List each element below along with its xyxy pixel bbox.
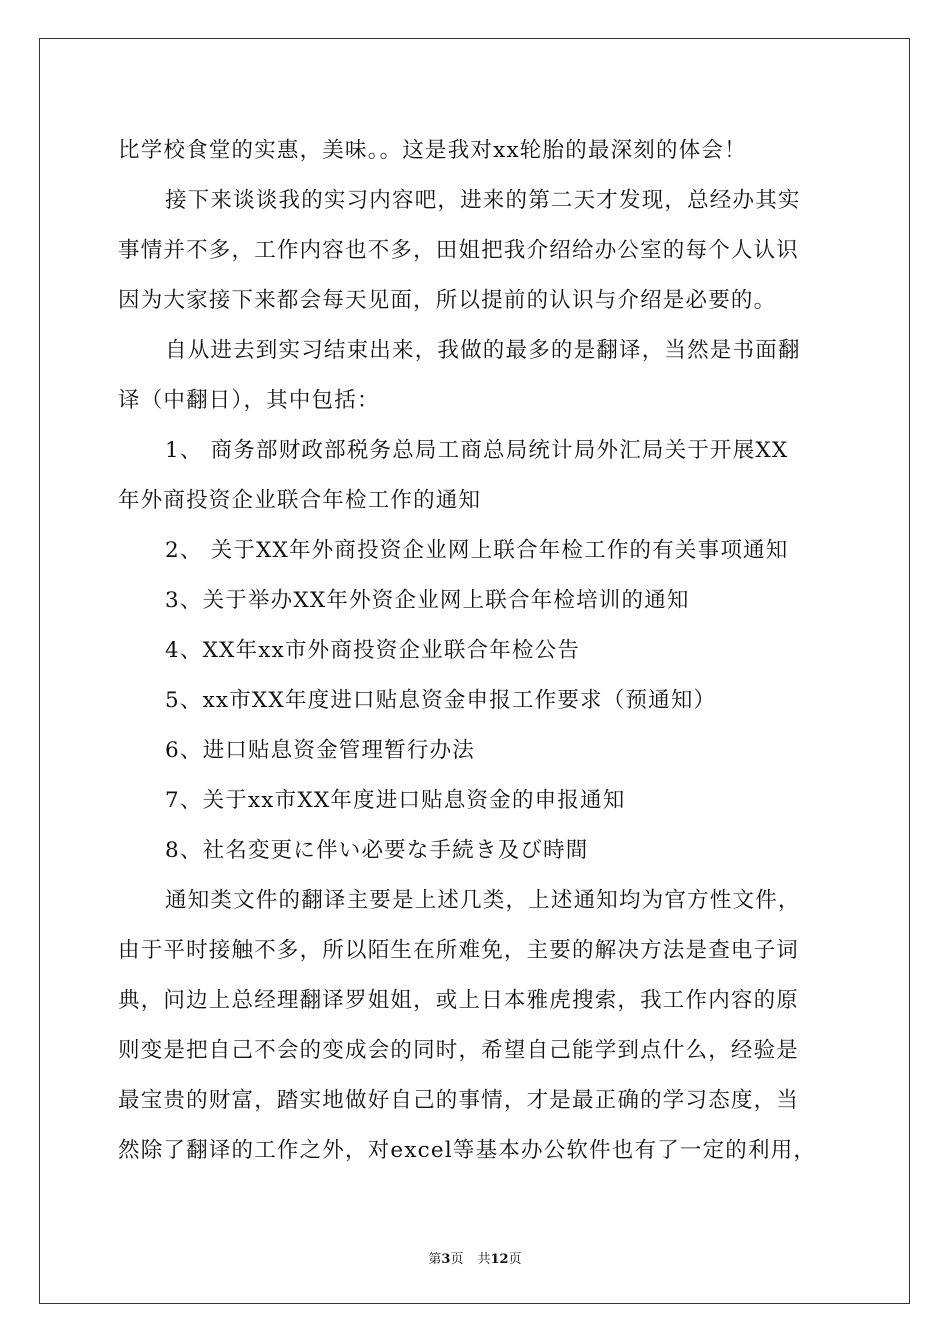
list-item: 3、关于举办XX年外资企业网上联合年检培训的通知 xyxy=(165,588,690,613)
text-line: 典，问边上总经理翻译罗姐姐，或上日本雅虎搜索，我工作内容的原 xyxy=(118,988,800,1013)
list-item: 5、xx市XX年度进口贴息资金申报工作要求（预通知） xyxy=(165,688,717,713)
text-line: 自从进去到实习结束出来，我做的最多的是翻译，当然是书面翻 xyxy=(165,338,801,363)
total-suffix: 页 xyxy=(508,1252,522,1267)
list-item: 4、XX年xx市外商投资企业联合年检公告 xyxy=(165,638,581,663)
text-line: 年外商投资企业联合年检工作的通知 xyxy=(118,488,482,513)
list-item: 8、社名変更に伴い必要な手続き及び時間 xyxy=(165,838,589,863)
list-item: 1、 商务部财政部税务总局工商总局统计局外汇局关于开展XX xyxy=(165,438,789,463)
page-current: 3 xyxy=(441,1252,451,1267)
list-item: 6、进口贴息资金管理暂行办法 xyxy=(165,738,475,763)
page-prefix: 第 xyxy=(428,1252,442,1267)
page-suffix: 页 xyxy=(450,1252,464,1267)
text-line: 然除了翻译的工作之外，对excel等基本办公软件也有了一定的利用， xyxy=(118,1138,817,1163)
list-item: 2、 关于XX年外商投资企业网上联合年检工作的有关事项通知 xyxy=(165,538,789,563)
text-line: 通知类文件的翻译主要是上述几类，上述通知均为官方性文件， xyxy=(165,888,801,913)
text-line: 因为大家接下来都会每天见面，所以提前的认识与介绍是必要的。 xyxy=(118,288,777,313)
text-line: 则变是把自己不会的变成会的同时，希望自己能学到点什么，经验是 xyxy=(118,1038,800,1063)
document-body xyxy=(118,126,838,1176)
text-line: 译（中翻日），其中包括： xyxy=(118,388,380,413)
page-footer xyxy=(0,1248,950,1267)
total-prefix: 共 xyxy=(477,1252,491,1267)
text-line: 比学校食堂的实惠，美味。。这是我对xx轮胎的最深刻的体会！ xyxy=(118,138,747,163)
total-pages: 12 xyxy=(490,1252,509,1267)
text-line: 最宝贵的财富，踏实地做好自己的事情，才是最正确的学习态度，当 xyxy=(118,1088,800,1113)
list-item: 7、关于xx市XX年度进口贴息资金的申报通知 xyxy=(165,788,626,813)
text-line: 由于平时接触不多，所以陌生在所难免，主要的解决方法是查电子词 xyxy=(118,938,800,963)
text-line: 接下来谈谈我的实习内容吧，进来的第二天才发现，总经办其实 xyxy=(165,188,801,213)
text-line: 事情并不多，工作内容也不多，田姐把我介绍给办公室的每个人认识 xyxy=(118,238,800,263)
